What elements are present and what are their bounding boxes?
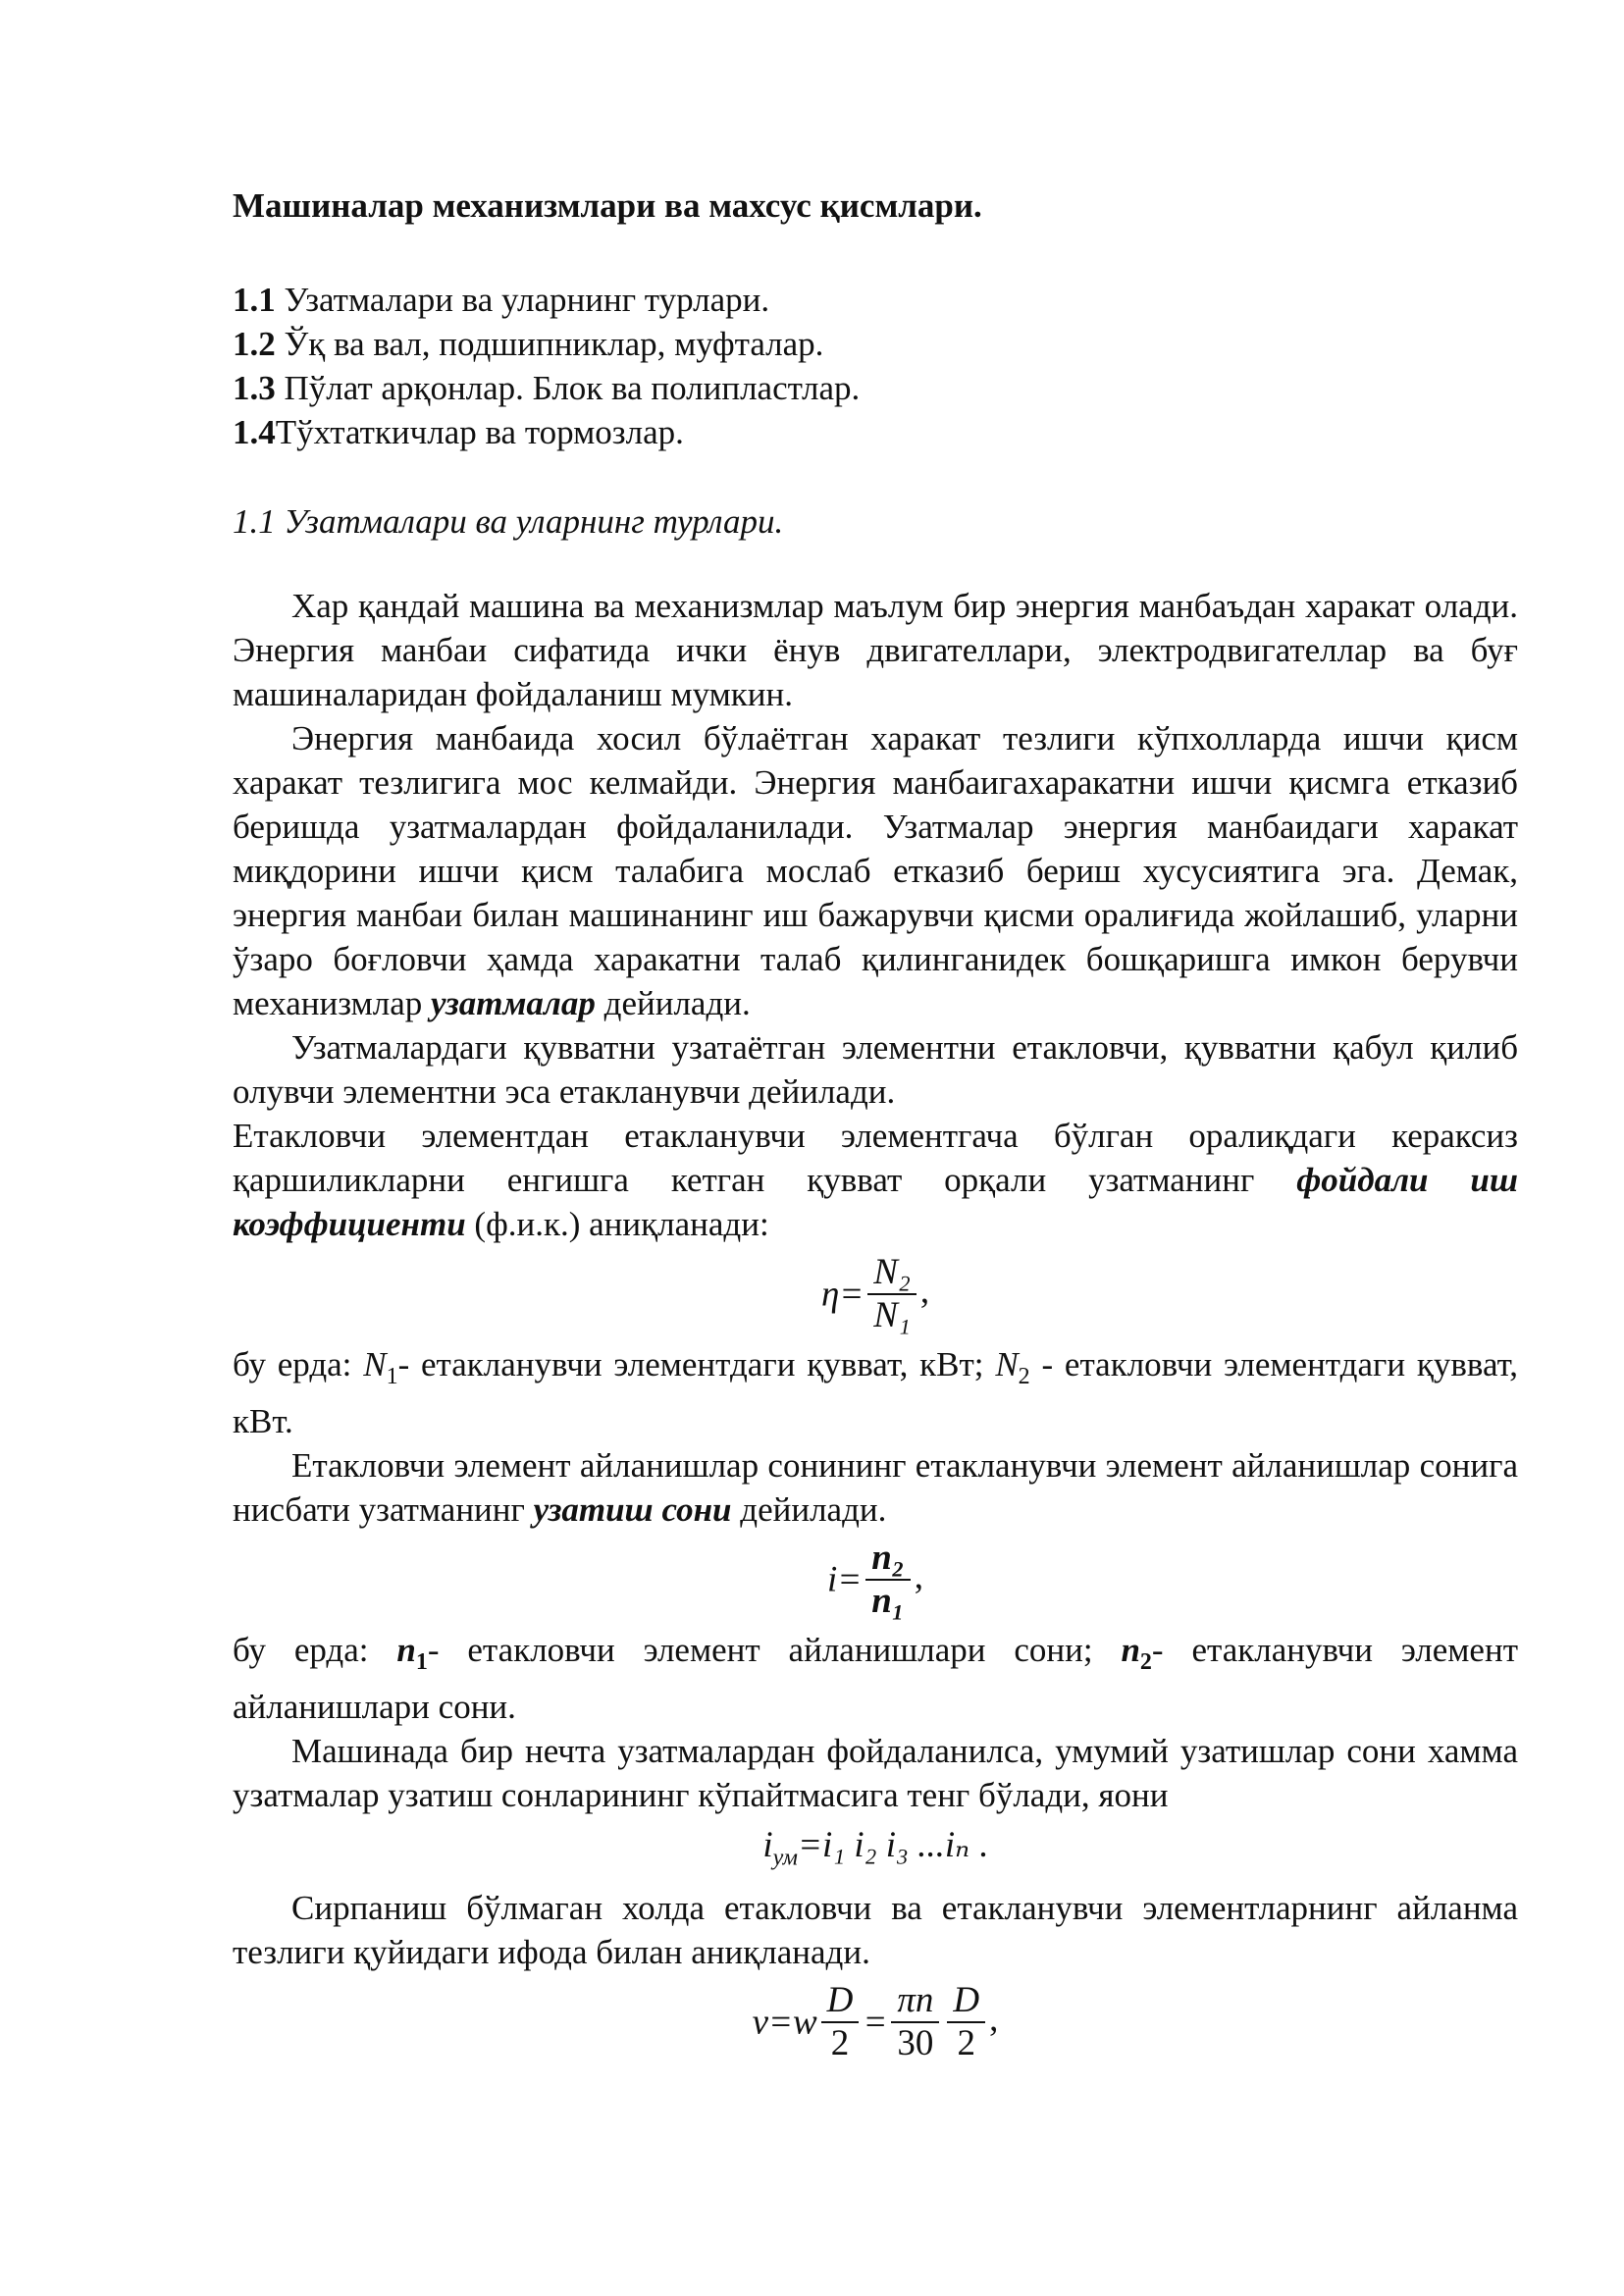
paragraph: Сирпаниш бўлмаган холда етакловчи ва етакланувчи элементларнинг айланма тезлиги қуйидаги ифода билан аниқланади. xyxy=(233,1889,1518,1972)
toc-item: 1.1 Узатмалари ва уларнинг турлари. xyxy=(233,281,770,319)
paragraph: Хар қандай машина ва механизмлар маълум бир энергия манбаъдан харакат олади. Энергия манбаи сифатида ички ёнув двигателлари, электродвигателлар ва буғ машиналаридан фойдаланиш мумкин. xyxy=(233,587,1518,713)
formula-efficiency: η= $\frac{\text{N₂}}{\text{N₁}}$ , xyxy=(820,1252,930,1335)
paragraph: бу ерда: $N_1-$ етакланувчи элементдаги қувват, кВт; $N_2$ - етакловчи элементдаги қувват, кВт. xyxy=(233,1345,1518,1440)
toc-item: 1.3 Пўлат арқонлар. Блок ва полипластлар. xyxy=(233,369,861,407)
paragraph: Энергия манбаида хосил бўлаётган харакат тезлиги кўпхолларда ишчи қисм харакат тезлигига мос келмайди. Энергия манбаигахаракатни ишчи қисмга етказиб беришда узатмалардан фойдаланилади. Узатмалар энергия манбаидаги харакат миқдорини ишчи қисм талабига мослаб етказиб бериш хусусиятига эга. Демак, энергия манбаи билан машинанинг иш бажарувчи қисми оралиғида жойлашиб, уларни ўзаро боғловчи ҳамда харакатни талаб қилинганидек бошқаришга имкон берувчи механизмлар узатмалар дейилади. xyxy=(233,719,1518,1022)
formula-ratio: i= $\frac{\text{n₂}}{\text{n₁}}$ , xyxy=(827,1538,923,1621)
table-of-contents xyxy=(233,278,860,454)
formula-speed: ν=w $\frac{D}{2}$ = $\frac{\pi n}{30}$ $\frac{D}{2}$ , xyxy=(752,1980,999,2064)
paragraph: Узатмалардаги қувватни узатаётган элементни етакловчи, қувватни қабул қилиб олувчи элементни эса етакланувчи дейилади. xyxy=(233,1028,1518,1111)
term-highlight: узатиш сони xyxy=(533,1490,732,1529)
term-highlight: фойдали иш коэффициенти xyxy=(233,1161,1518,1243)
formula-total-ratio: $i_{ум}=i_1$ i₂ i₃ ...iₙ . xyxy=(762,1825,988,1871)
body-text xyxy=(233,584,1518,2070)
paragraph: Етакловчи элемент айланишлар сонининг етакланувчи элемент айланишлар сонига нисбати узатманинг узатиш сони дейилади. xyxy=(233,1446,1518,1529)
toc-item: 1.2 Ўқ ва вал, подшипниклар, муфталар. xyxy=(233,325,824,363)
paragraph: Етакловчи элементдан етакланувчи элементгача бўлган оралиқдаги кераксиз қаршиликларни енгишга кетган қувват орқали узатманинг фойдали иш коэффициенти (ф.и.к.) аниқланади: xyxy=(233,1117,1518,1243)
fraction: $\frac{\pi n}{30}$ xyxy=(891,1980,939,2064)
paragraph: бу ерда: $n_1-$ етакловчи элемент айланишлари сони; $n_2-$ етакланувчи элемент айланишлари сони. xyxy=(233,1631,1518,1726)
fraction: $\frac{\text{n₂}}{\text{n₁}}$ xyxy=(865,1538,910,1622)
section-heading: 1.1 Узатмалари ва уларнинг турлари. xyxy=(233,502,784,541)
fraction: $\frac{D}{2}$ xyxy=(947,1980,985,2064)
fraction: $\frac{D}{2}$ xyxy=(821,1980,860,2064)
paragraph: Машинада бир нечта узатмалардан фойдаланилса, умумий узатишлар сони хамма узатмалар узатиш сонларининг кўпайтмасига тенг бўлади, яони xyxy=(233,1732,1518,1814)
page-title: Машиналар механизмлари ва махсус қисмлари. xyxy=(233,186,982,225)
term-highlight: узатмалар xyxy=(431,984,596,1022)
fraction: $\frac{\text{N₂}}{\text{N₁}}$ xyxy=(867,1252,917,1336)
toc-item: 1.4Тўхтаткичлар ва тормозлар. xyxy=(233,413,684,451)
